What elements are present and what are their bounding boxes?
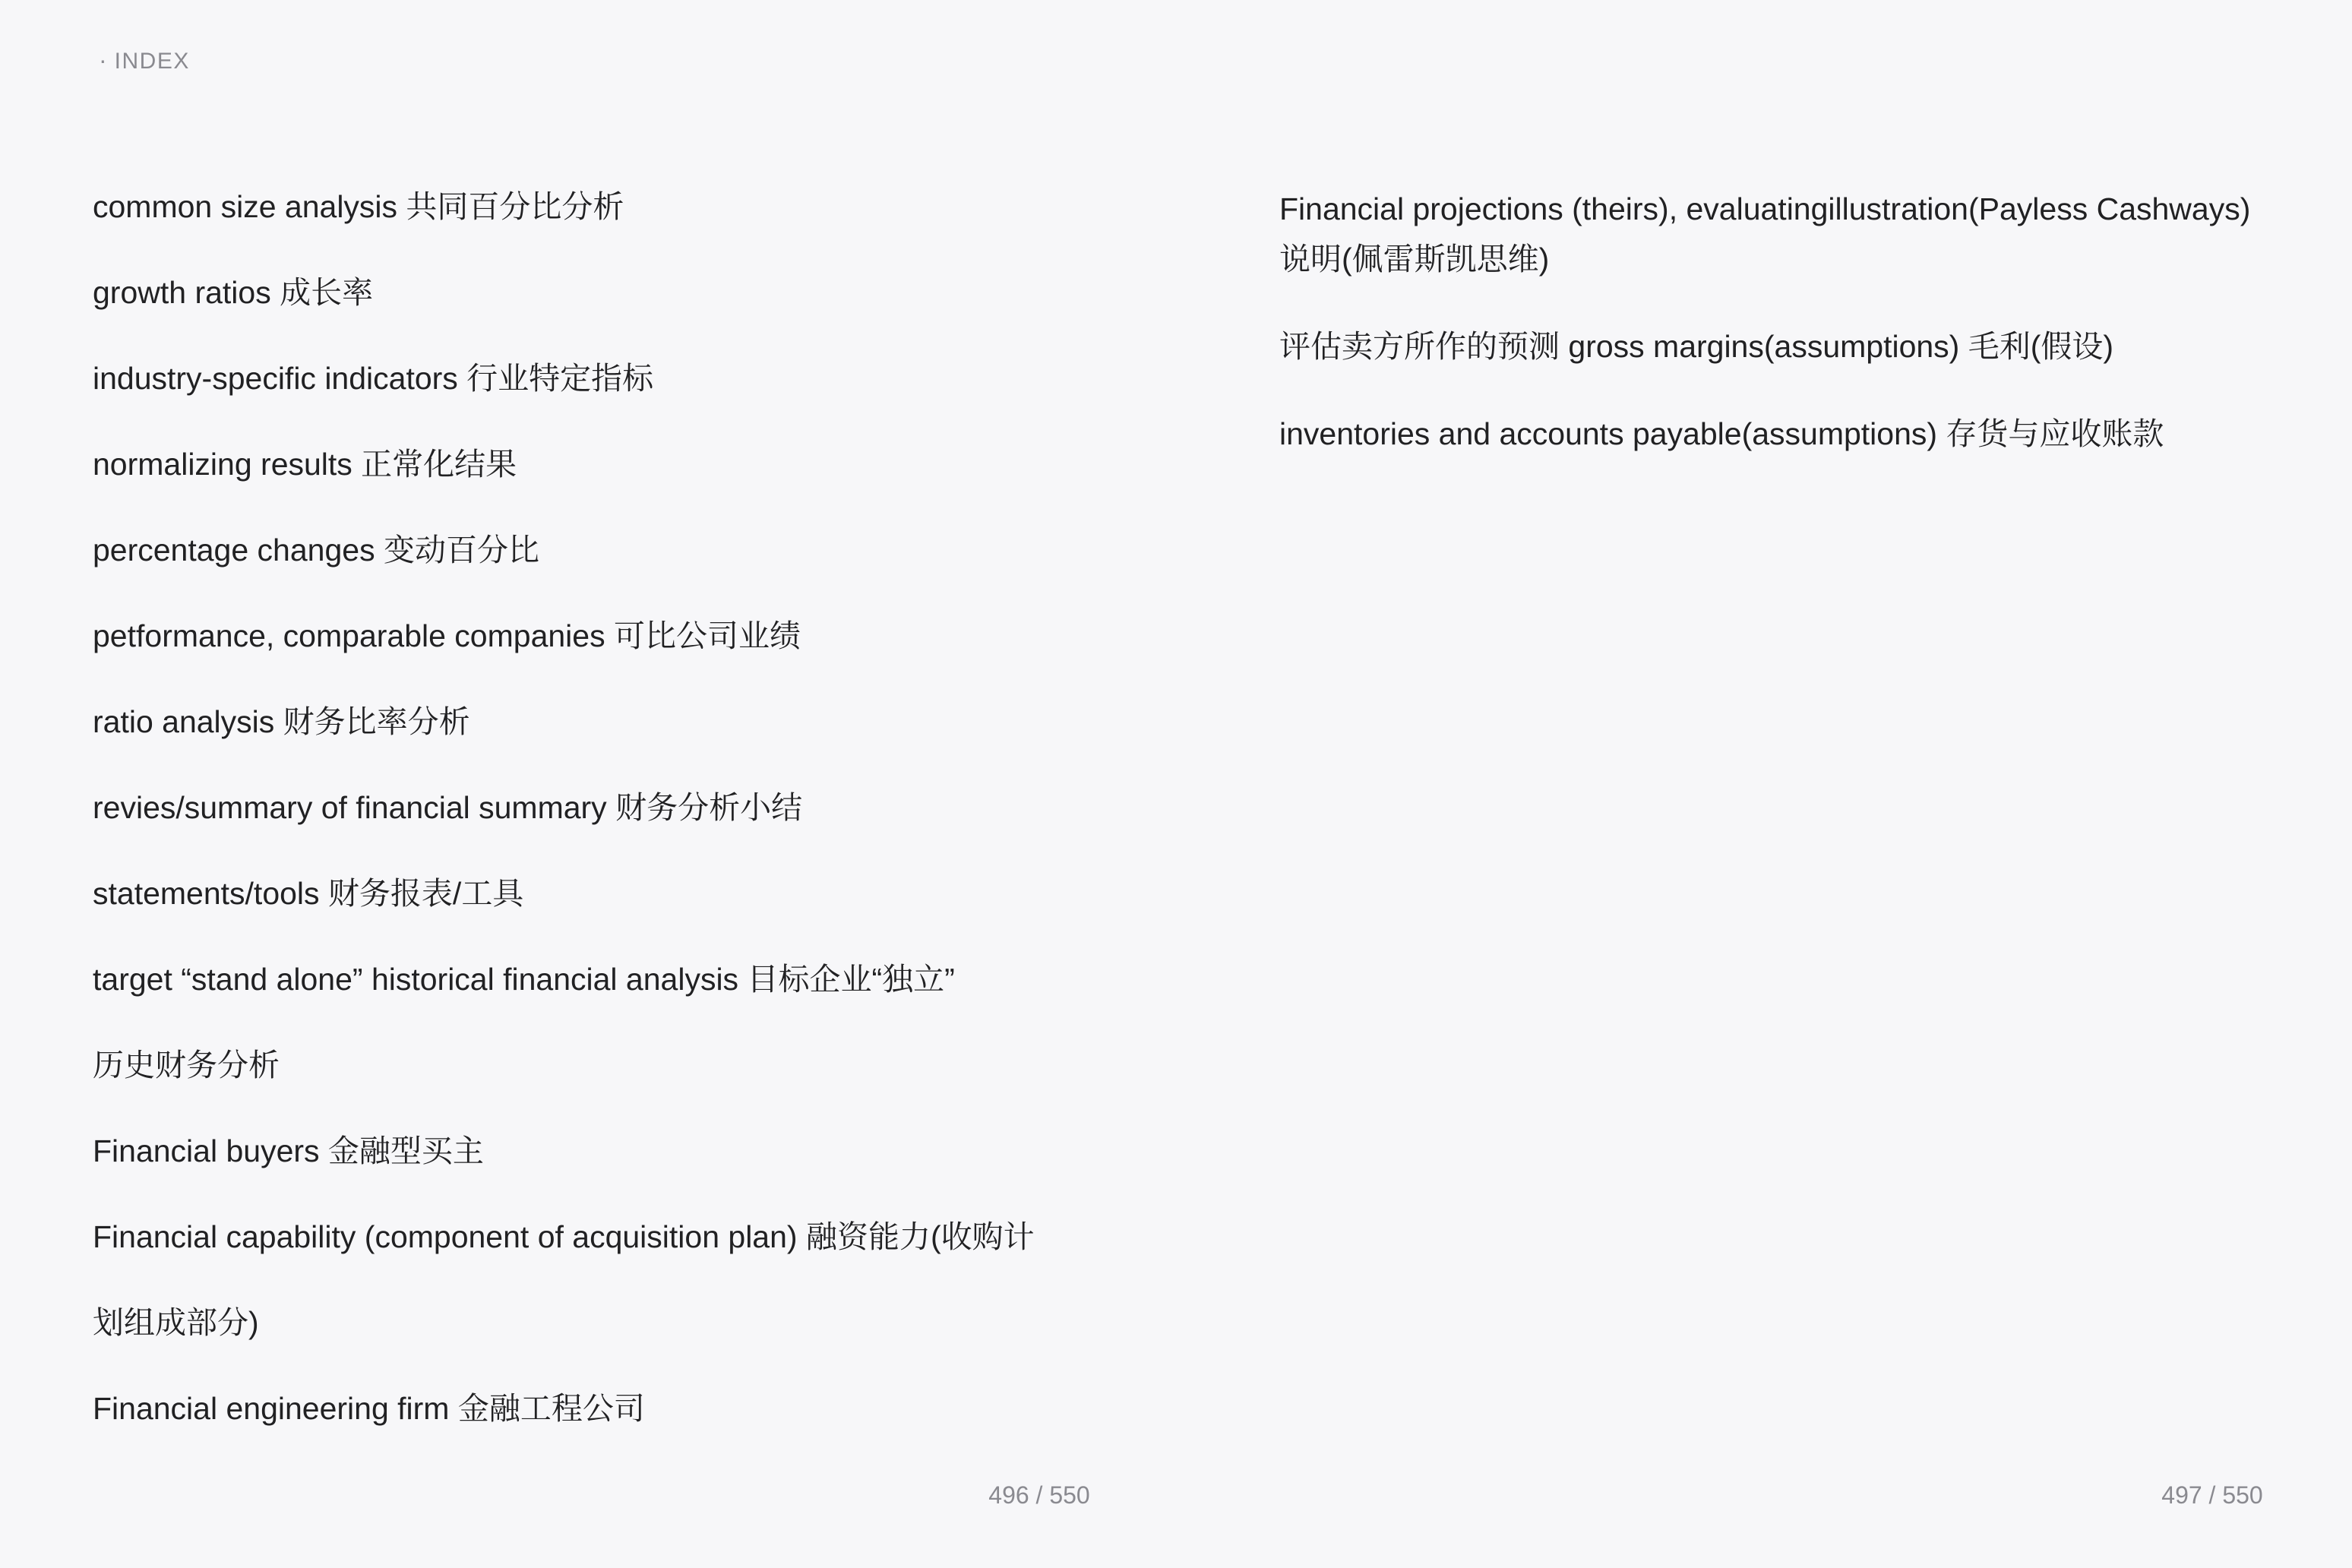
index-line: ratio analysis 财务比率分析 (93, 704, 470, 739)
index-line: statements/tools 财务报表/工具 (93, 876, 524, 911)
index-line: Financial buyers 金融型买主 (93, 1133, 484, 1168)
page-right[interactable] (1176, 0, 2352, 1568)
page-indicator-right: 497 / 550 (2161, 1481, 2263, 1509)
index-line: Financial engineering firm 金融工程公司 (93, 1391, 645, 1426)
index-line: 评估卖方所作的预测 gross margins(assumptions) 毛利(假设) (1279, 329, 2114, 364)
index-entry (1279, 184, 2250, 284)
index-entry (1279, 409, 2250, 459)
index-line: 划组成部分) (93, 1305, 259, 1340)
index-line: industry-specific indicators 行业特定指标 (93, 361, 654, 396)
index-line: Financial capability (component of acquisition plan) 融资能力(收购计 (93, 1219, 1035, 1254)
index-line: petformance, comparable companies 可比公司业绩 (93, 618, 801, 653)
index-line: inventories and accounts payable(assumptions) 存货与应收账款 (1279, 416, 2164, 451)
index-line: Financial projections (theirs), evaluatingillustration(Payless Cashways) (1279, 191, 2251, 226)
index-line: percentage changes 变动百分比 (93, 533, 539, 567)
index-line: 历史财务分析 (93, 1048, 280, 1083)
chapter-title: INDEX (114, 49, 190, 74)
index-line: target “stand alone” historical financial analysis 目标企业“独立” (93, 962, 955, 997)
index-line: revies/summary of financial summary 财务分析小结 (93, 790, 803, 825)
index-line: 说明(佩雷斯凯思维) (1279, 242, 1550, 277)
index-line: growth ratios 成长率 (93, 275, 374, 310)
index-column-left (93, 164, 1035, 1452)
index-line: common size analysis 共同百分比分析 (93, 189, 624, 224)
bullet-icon: · (99, 46, 107, 74)
page-indicator-left: 496 / 550 (988, 1481, 1090, 1509)
index-entry (1279, 321, 2250, 371)
index-line: normalizing results 正常化结果 (93, 447, 517, 482)
index-column-right (1279, 184, 2250, 496)
